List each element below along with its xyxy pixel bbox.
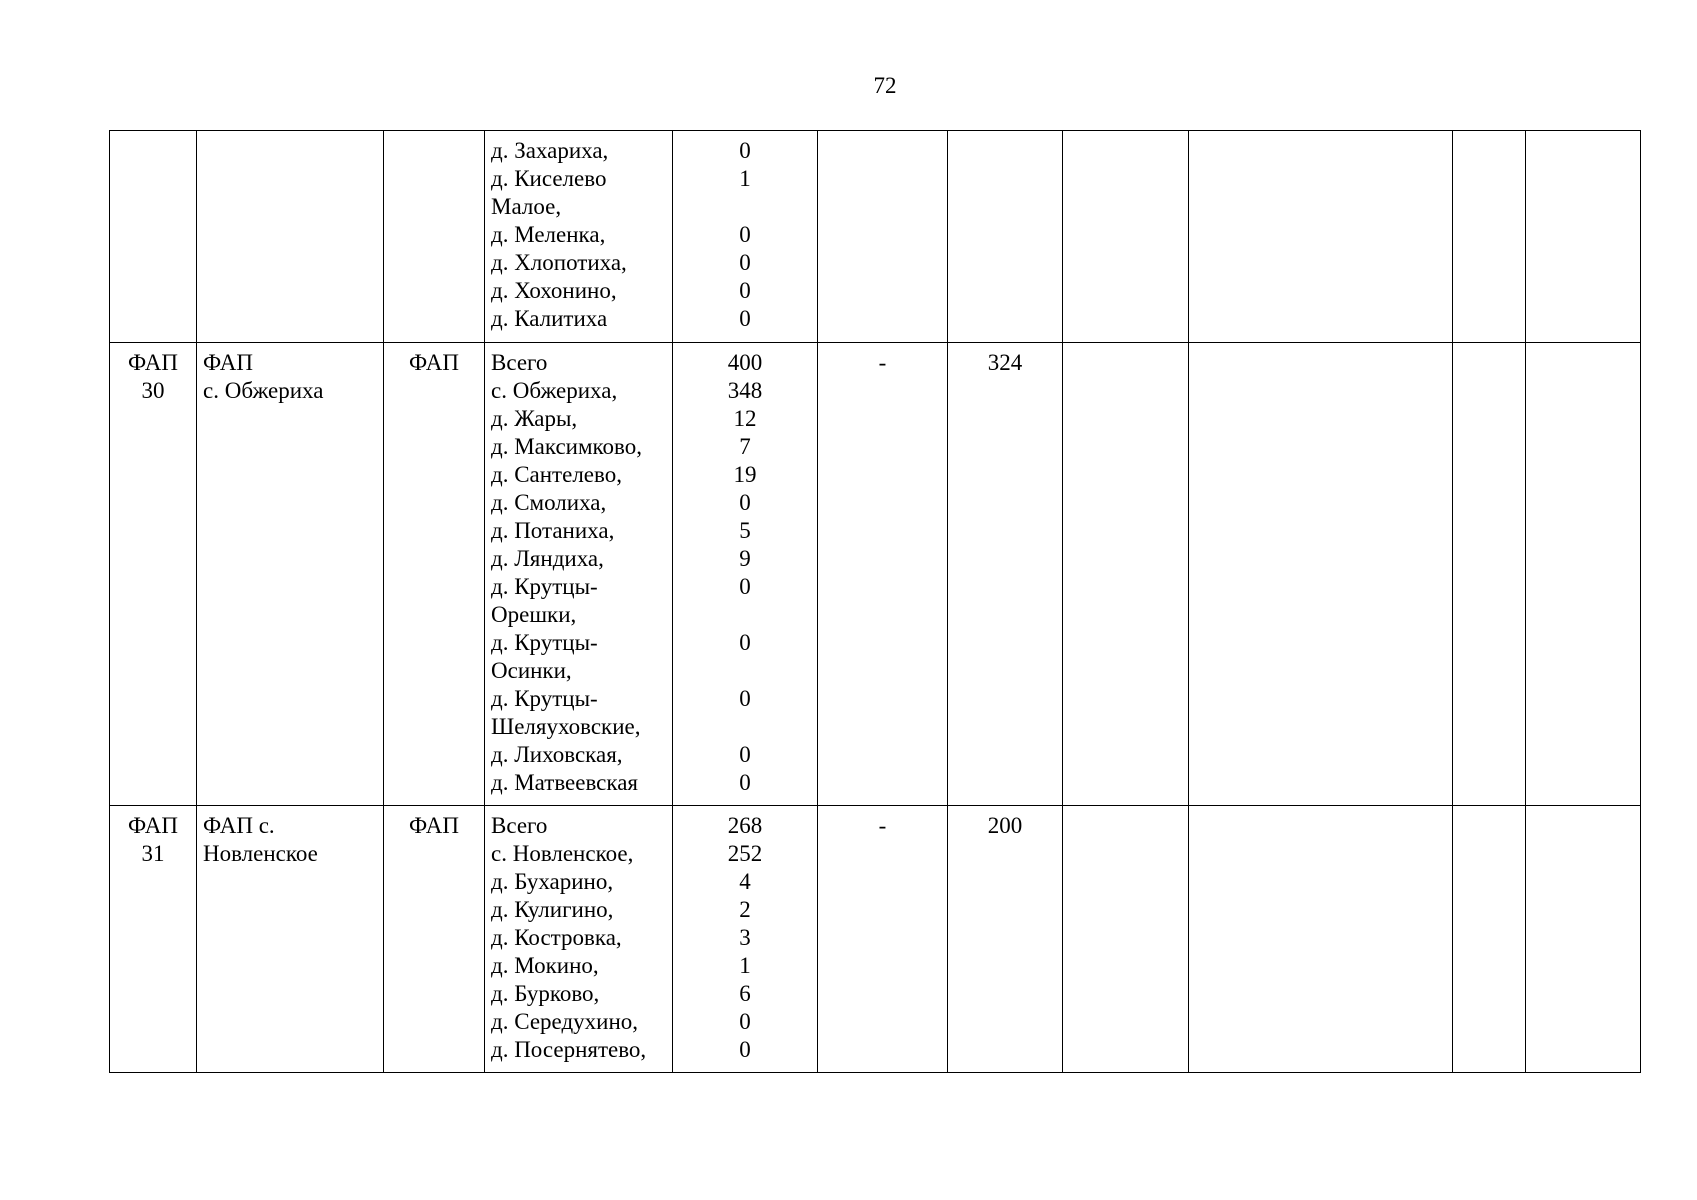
settlements-cell <box>485 131 673 343</box>
settlement-line: д. Крутцы- <box>491 574 598 599</box>
facility-code-line: 30 <box>141 378 165 403</box>
settlement-line: д. Калитиха <box>491 306 608 331</box>
facility-name-line <box>203 165 377 193</box>
column-10-cell <box>1453 343 1526 806</box>
column-11-cell <box>1526 343 1641 806</box>
population-line: 0 <box>739 770 751 795</box>
facility-code-line: 31 <box>141 841 165 866</box>
population-line: 9 <box>739 546 751 571</box>
settlements-cell <box>485 806 673 1073</box>
column-9-text <box>1195 137 1446 165</box>
column-11-text <box>1532 349 1634 377</box>
facility-type-cell <box>384 131 485 343</box>
settlement-line: д. Хохонино, <box>491 278 617 303</box>
facility-code-line <box>116 137 190 165</box>
column-11-cell <box>1526 806 1641 1073</box>
facility-name-line: Новленское <box>203 841 318 866</box>
column-7-text: 324 <box>987 350 1023 375</box>
column-11-cell <box>1526 131 1641 343</box>
population-cell <box>673 806 818 1073</box>
facility-code-cell <box>110 131 197 343</box>
population-line: 0 <box>739 742 751 767</box>
facility-type-cell <box>384 343 485 806</box>
settlement-line: д. Лиховская, <box>491 742 623 767</box>
population-line: 268 <box>727 813 763 838</box>
settlement-line: д. Костровка, <box>491 925 622 950</box>
column-10-text <box>1459 349 1519 377</box>
population-line: 2 <box>739 897 751 922</box>
data-table <box>109 130 1641 1073</box>
column-9-text <box>1195 349 1446 377</box>
population-line: 0 <box>739 574 751 599</box>
population-line: 6 <box>739 981 751 1006</box>
facility-type-cell <box>384 806 485 1073</box>
column-11-text <box>1532 812 1634 840</box>
settlement-line: д. Хлопотиха, <box>491 250 627 275</box>
facility-type-text: ФАП <box>409 350 459 375</box>
column-7-cell <box>948 343 1063 806</box>
facility-code-cell <box>110 343 197 806</box>
column-9-text <box>1195 812 1446 840</box>
table-row <box>110 131 1641 343</box>
column-6-text: - <box>878 350 887 375</box>
settlement-line: Малое, <box>491 194 562 219</box>
settlement-line: д. Максимково, <box>491 434 642 459</box>
table-row <box>110 343 1641 806</box>
population-line <box>679 657 811 685</box>
settlement-line: Осинки, <box>491 658 572 683</box>
settlement-line: д. Бухарино, <box>491 869 614 894</box>
page-number: 72 <box>873 73 897 98</box>
population-line: 252 <box>727 841 763 866</box>
population-line: 400 <box>727 350 763 375</box>
settlement-line: д. Меленка, <box>491 222 606 247</box>
settlement-line: д. Бурково, <box>491 981 600 1006</box>
population-line: 1 <box>739 953 751 978</box>
population-line: 0 <box>739 250 751 275</box>
settlement-line: д. Мокино, <box>491 953 599 978</box>
settlement-line: Всего <box>491 813 548 838</box>
column-9-cell <box>1189 343 1453 806</box>
population-line: 0 <box>739 138 751 163</box>
facility-code-line <box>116 165 190 193</box>
population-line: 0 <box>739 630 751 655</box>
settlement-line: д. Киселево <box>491 166 607 191</box>
population-line <box>679 601 811 629</box>
settlement-line: д. Крутцы- <box>491 686 598 711</box>
facility-name-cell <box>197 343 384 806</box>
settlement-line: д. Потаниха, <box>491 518 615 543</box>
facility-name-line: ФАП <box>203 350 253 375</box>
population-line: 348 <box>727 378 763 403</box>
column-6-text: - <box>878 813 887 838</box>
settlement-line: Орешки, <box>491 602 577 627</box>
facility-type-text <box>390 137 478 165</box>
facility-name-cell <box>197 806 384 1073</box>
column-9-cell <box>1189 806 1453 1073</box>
column-6-text <box>824 137 941 165</box>
population-line: 0 <box>739 1037 751 1062</box>
column-9-cell <box>1189 131 1453 343</box>
population-line: 0 <box>739 306 751 331</box>
column-8-text <box>1069 812 1182 840</box>
facility-name-line <box>203 137 377 165</box>
population-line: 7 <box>739 434 751 459</box>
column-10-text <box>1459 137 1519 165</box>
settlement-line: д. Жары, <box>491 406 578 431</box>
settlement-line: Всего <box>491 350 548 375</box>
settlements-cell <box>485 343 673 806</box>
settlement-line: д. Сантелево, <box>491 462 622 487</box>
population-line <box>679 193 811 221</box>
population-line: 0 <box>739 490 751 515</box>
column-10-cell <box>1453 131 1526 343</box>
column-10-text <box>1459 812 1519 840</box>
settlement-line: д. Середухино, <box>491 1009 639 1034</box>
settlement-line: д. Крутцы- <box>491 630 598 655</box>
population-line: 0 <box>739 686 751 711</box>
column-7-cell <box>948 806 1063 1073</box>
settlement-line: д. Матвеевская <box>491 770 639 795</box>
population-line: 1 <box>739 166 751 191</box>
column-7-text: 200 <box>987 813 1023 838</box>
population-line: 19 <box>733 462 757 487</box>
population-line: 4 <box>739 869 751 894</box>
column-7-cell <box>948 131 1063 343</box>
column-8-cell <box>1063 131 1189 343</box>
settlement-line: д. Кулигино, <box>491 897 614 922</box>
column-7-text <box>954 137 1056 165</box>
column-6-cell <box>818 131 948 343</box>
settlement-line: с. Новленское, <box>491 841 634 866</box>
facility-name-cell <box>197 131 384 343</box>
population-cell <box>673 343 818 806</box>
column-6-cell <box>818 343 948 806</box>
settlement-line: Шеляуховские, <box>491 714 641 739</box>
facility-name-line: ФАП с. <box>203 813 275 838</box>
table-body <box>110 131 1641 1073</box>
facility-name-line: с. Обжериха <box>203 378 324 403</box>
population-line: 12 <box>733 406 757 431</box>
population-cell <box>673 131 818 343</box>
column-8-cell <box>1063 343 1189 806</box>
settlement-line: д. Смолиха, <box>491 490 607 515</box>
column-8-text <box>1069 349 1182 377</box>
column-6-cell <box>818 806 948 1073</box>
population-line: 5 <box>739 518 751 543</box>
population-line: 0 <box>739 1009 751 1034</box>
population-line <box>679 713 811 741</box>
column-8-text <box>1069 137 1182 165</box>
facility-code-line: ФАП <box>128 350 178 375</box>
population-line: 0 <box>739 222 751 247</box>
population-line: 0 <box>739 278 751 303</box>
settlement-line: д. Захариха, <box>491 138 609 163</box>
facility-code-cell <box>110 806 197 1073</box>
column-10-cell <box>1453 806 1526 1073</box>
settlement-line: д. Посернятево, <box>491 1037 647 1062</box>
column-8-cell <box>1063 806 1189 1073</box>
facility-type-text: ФАП <box>409 813 459 838</box>
table-row <box>110 806 1641 1073</box>
settlement-line: д. Ляндиха, <box>491 546 604 571</box>
column-11-text <box>1532 137 1634 165</box>
population-line: 3 <box>739 925 751 950</box>
facility-code-line: ФАП <box>128 813 178 838</box>
settlement-line: с. Обжериха, <box>491 378 618 403</box>
